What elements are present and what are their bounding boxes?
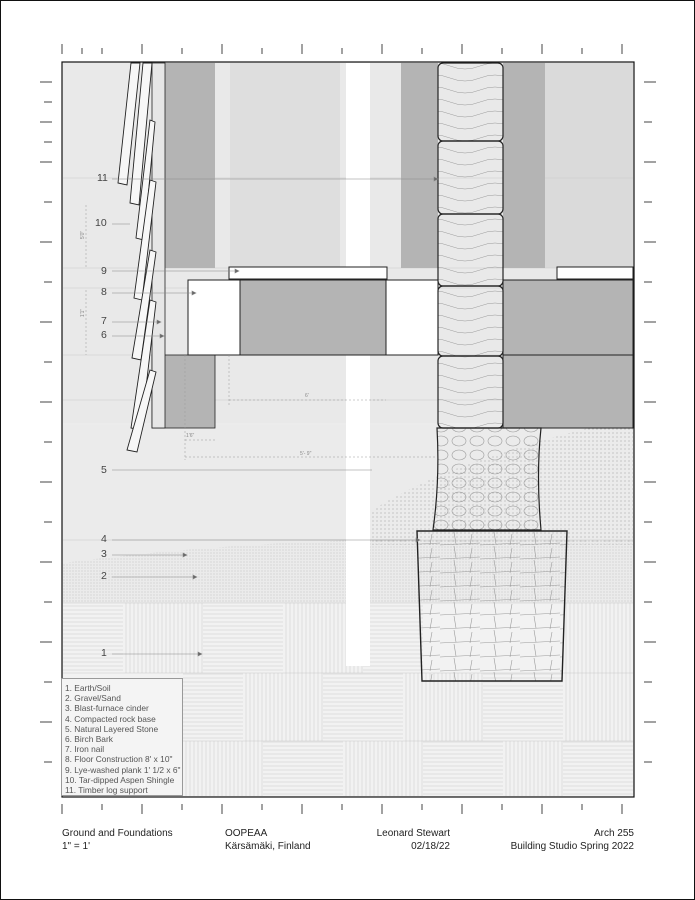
drawing-scale: 1" = 1' <box>62 840 90 852</box>
callout-9: 9 <box>101 265 107 277</box>
legend <box>61 678 183 796</box>
legend-item: 10. Tar-dipped Aspen Shingle <box>65 774 175 785</box>
course-name: Building Studio Spring 2022 <box>510 840 634 852</box>
callout-10: 10 <box>95 217 107 229</box>
lye-washed-plank-right <box>557 267 633 279</box>
callout-11: 11 <box>97 172 108 184</box>
title-block-course <box>484 828 634 853</box>
callout-1: 1 <box>101 647 107 659</box>
legend-item: 4. Compacted rock base <box>65 713 156 724</box>
project-name: OOPEAA <box>225 828 268 839</box>
callout-4: 4 <box>101 533 107 545</box>
legend-item: 11. Timber log support <box>65 785 148 796</box>
course-code: Arch 255 <box>593 828 634 839</box>
right-timber-wall-right <box>503 63 545 268</box>
legend-item: 2. Gravel/Sand <box>65 693 121 704</box>
drawing-title: Ground and Foundations <box>62 828 173 839</box>
callout-7: 7 <box>101 315 107 327</box>
lower-beam-right <box>503 355 633 428</box>
title-block-author <box>365 828 450 853</box>
floor-construction-right <box>503 280 633 355</box>
floor-construction <box>240 280 386 355</box>
callout-5: 5 <box>101 464 107 476</box>
title-block-project <box>225 828 311 853</box>
legend-item: 6. Birch Bark <box>65 734 113 745</box>
interior-wall-zone <box>230 63 340 268</box>
legend-item: 8. Floor Construction 8' x 10" <box>65 754 173 765</box>
right-timber-wall-left <box>401 63 438 268</box>
title-block-drawing <box>62 828 173 853</box>
dimension-label-3: 6' <box>305 393 309 399</box>
timber-log-stack <box>438 63 503 428</box>
right-wall-zone <box>545 63 633 268</box>
lye-washed-plank <box>229 267 387 279</box>
author-name: Leonard Stewart <box>376 828 450 839</box>
floor-joist-end <box>188 280 240 355</box>
legend-item: 5. Natural Layered Stone <box>65 723 159 734</box>
natural-stone-column <box>433 428 541 530</box>
dimension-label-2: 1'1" <box>80 308 87 318</box>
stone-footing <box>417 531 567 681</box>
callout-8: 8 <box>101 286 107 298</box>
dimension-label-4: 1'6" <box>186 433 195 439</box>
legend-item: 3. Blast-furnace cinder <box>65 703 149 714</box>
legend-item: 9. Lye-washed plank 1' 1/2 x 6" <box>65 764 181 775</box>
legend-item: 1. Earth/Soil <box>65 683 111 693</box>
legend-item: 7. Iron nail <box>65 744 105 755</box>
dimension-label-5: 5'- 9" <box>300 451 312 457</box>
drawing-date: 02/18/22 <box>411 840 450 852</box>
callout-2: 2 <box>101 570 107 582</box>
dimension-label-1: 5'0" <box>80 230 87 240</box>
center-gap <box>346 63 370 666</box>
project-location: Kärsämäki, Finland <box>225 840 311 852</box>
left-timber-log-upper <box>165 63 215 268</box>
callout-3: 3 <box>101 548 107 560</box>
callout-6: 6 <box>101 329 107 341</box>
floor-joist-end-right <box>386 280 438 355</box>
